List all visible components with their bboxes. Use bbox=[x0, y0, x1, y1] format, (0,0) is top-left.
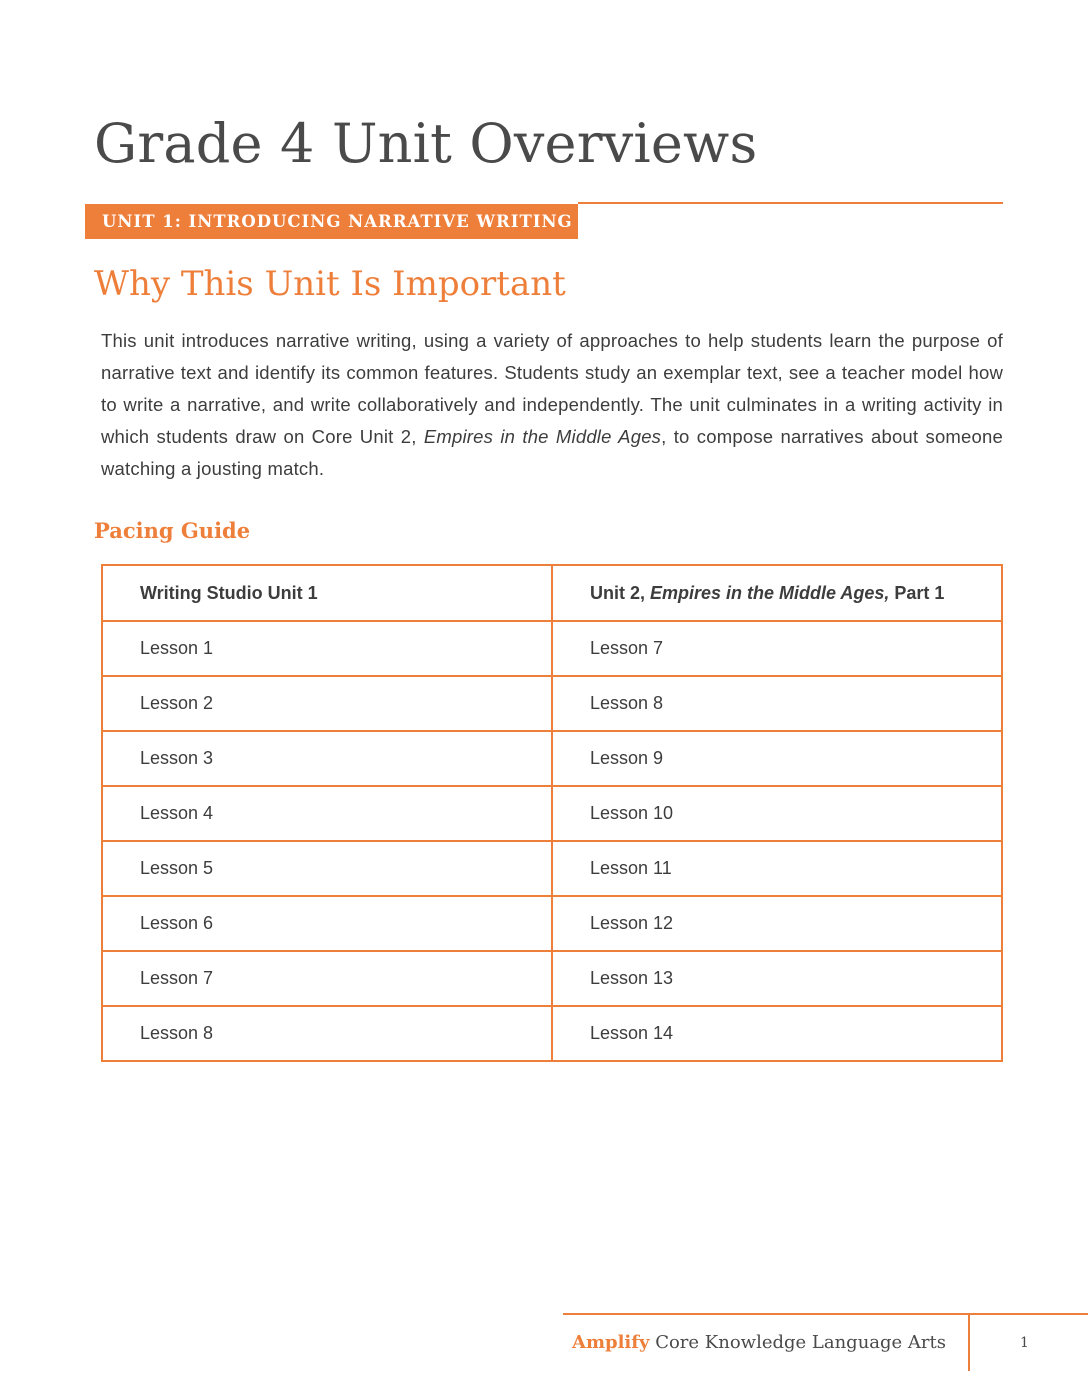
core-unit-lesson-cell: Lesson 10 bbox=[552, 786, 1002, 841]
pacing-guide-heading: Pacing Guide bbox=[94, 518, 251, 543]
footer-rule bbox=[563, 1313, 1088, 1315]
footer-brand bbox=[572, 1332, 946, 1353]
page-title: Grade 4 Unit Overviews bbox=[94, 112, 758, 175]
writing-studio-lesson-cell: Lesson 5 bbox=[102, 841, 552, 896]
pacing-guide-table bbox=[101, 564, 1003, 1062]
writing-studio-lesson-cell: Lesson 1 bbox=[102, 621, 552, 676]
core-unit-lesson-cell: Lesson 11 bbox=[552, 841, 1002, 896]
writing-studio-lesson-cell: Lesson 2 bbox=[102, 676, 552, 731]
page-number: 1 bbox=[1020, 1335, 1029, 1351]
writing-studio-lesson-cell: Lesson 8 bbox=[102, 1006, 552, 1061]
core-unit-lesson-cell: Lesson 13 bbox=[552, 951, 1002, 1006]
writing-studio-lesson-cell: Lesson 7 bbox=[102, 951, 552, 1006]
writing-studio-lesson-cell: Lesson 4 bbox=[102, 786, 552, 841]
table-row bbox=[102, 676, 1002, 731]
col-header-core-unit bbox=[552, 565, 1002, 621]
intro-paragraph bbox=[101, 325, 1003, 485]
table-row bbox=[102, 951, 1002, 1006]
table-row bbox=[102, 896, 1002, 951]
writing-studio-lesson-cell: Lesson 3 bbox=[102, 731, 552, 786]
footer-divider bbox=[968, 1315, 970, 1371]
table-header-row bbox=[102, 565, 1002, 621]
table-row bbox=[102, 731, 1002, 786]
intro-text-start: This unit introduces narrative writing, using a variety of approaches to help students learn the purpose of narrative text and identify its common features. Students study an exemplar text, see a teacher model how to write a narrative, and write collaboratively and independently. The unit culminates in a writing activity in which students draw on Core Unit 2, bbox=[101, 330, 1003, 447]
core-unit-lesson-cell: Lesson 14 bbox=[552, 1006, 1002, 1061]
table-row bbox=[102, 621, 1002, 676]
col-header-prefix: Unit 2, bbox=[590, 582, 651, 603]
col-header-italic: Empires in the Middle Ages, bbox=[650, 582, 890, 603]
col-header-writing-studio: Writing Studio Unit 1 bbox=[102, 565, 552, 621]
intro-text-end: , to compose narratives about someone watching a jousting match. bbox=[101, 426, 1004, 479]
section-heading: Why This Unit Is Important bbox=[94, 264, 566, 304]
core-unit-lesson-cell: Lesson 7 bbox=[552, 621, 1002, 676]
table-row bbox=[102, 786, 1002, 841]
pacing-table-body bbox=[102, 621, 1002, 1061]
intro-text-italic-title: Empires in the Middle Ages bbox=[423, 426, 662, 447]
footer-brand-name: Core Knowledge Language Arts bbox=[649, 1332, 946, 1353]
core-unit-lesson-cell: Lesson 8 bbox=[552, 676, 1002, 731]
amplify-logo-text: Amplify bbox=[571, 1332, 650, 1353]
table-row bbox=[102, 841, 1002, 896]
core-unit-lesson-cell: Lesson 12 bbox=[552, 896, 1002, 951]
col-header-suffix: Part 1 bbox=[889, 582, 945, 603]
unit-banner: UNIT 1: INTRODUCING NARRATIVE WRITING bbox=[85, 204, 578, 239]
table-row bbox=[102, 1006, 1002, 1061]
title-rule bbox=[578, 202, 1003, 204]
writing-studio-lesson-cell: Lesson 6 bbox=[102, 896, 552, 951]
core-unit-lesson-cell: Lesson 9 bbox=[552, 731, 1002, 786]
